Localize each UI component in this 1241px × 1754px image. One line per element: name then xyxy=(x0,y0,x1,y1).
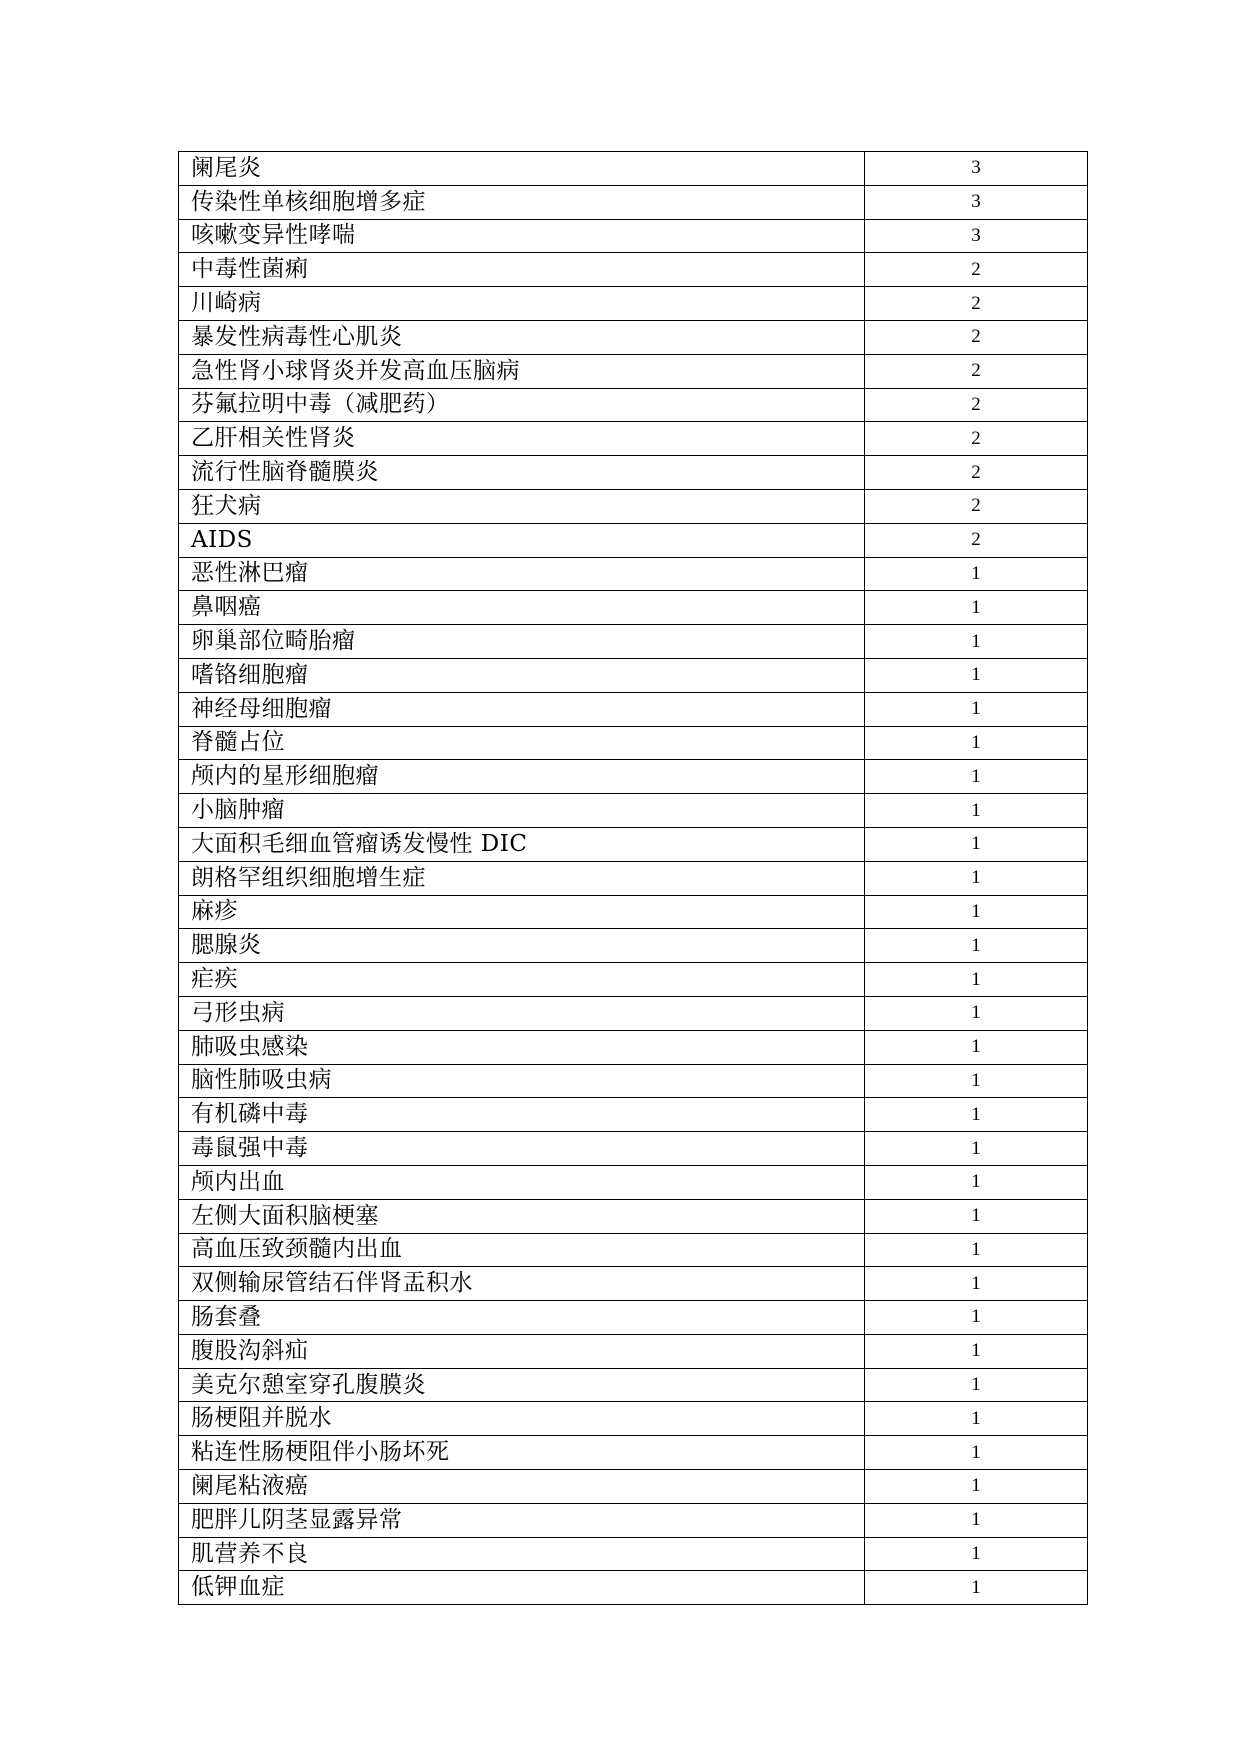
case-count-cell: 1 xyxy=(865,794,1088,828)
table-row xyxy=(179,152,1088,186)
case-count-cell: 1 xyxy=(865,726,1088,760)
case-count-cell: 1 xyxy=(865,1165,1088,1199)
disease-name-cell: 小脑肿瘤 xyxy=(179,794,865,828)
table-row xyxy=(179,489,1088,523)
disease-name-cell: 鼻咽癌 xyxy=(179,591,865,625)
case-count-cell: 1 xyxy=(865,1470,1088,1504)
table-row xyxy=(179,253,1088,287)
table-row xyxy=(179,354,1088,388)
table-row xyxy=(179,1233,1088,1267)
disease-name-cell: 中毒性菌痢 xyxy=(179,253,865,287)
disease-name-cell: 神经母细胞瘤 xyxy=(179,692,865,726)
table-row xyxy=(179,523,1088,557)
table-row xyxy=(179,1165,1088,1199)
case-count-cell: 1 xyxy=(865,1030,1088,1064)
disease-name-cell: AIDS xyxy=(179,523,865,557)
table-row xyxy=(179,827,1088,861)
table-row xyxy=(179,1199,1088,1233)
case-count-cell: 1 xyxy=(865,1402,1088,1436)
disease-name-cell: 粘连性肠梗阻伴小肠坏死 xyxy=(179,1436,865,1470)
table-row xyxy=(179,1334,1088,1368)
case-count-cell: 1 xyxy=(865,1503,1088,1537)
case-count-cell: 1 xyxy=(865,1368,1088,1402)
table-row xyxy=(179,794,1088,828)
case-count-cell: 1 xyxy=(865,658,1088,692)
table-row xyxy=(179,1030,1088,1064)
table-row xyxy=(179,557,1088,591)
disease-name-cell: 疟疾 xyxy=(179,963,865,997)
case-count-cell: 1 xyxy=(865,557,1088,591)
case-count-cell: 1 xyxy=(865,1436,1088,1470)
disease-name-cell: 低钾血症 xyxy=(179,1571,865,1605)
table-row xyxy=(179,1132,1088,1166)
disease-name-cell: 阑尾炎 xyxy=(179,152,865,186)
case-count-cell: 1 xyxy=(865,1301,1088,1335)
disease-name-cell: 左侧大面积脑梗塞 xyxy=(179,1199,865,1233)
case-count-cell: 1 xyxy=(865,625,1088,659)
table-row xyxy=(179,456,1088,490)
table-row xyxy=(179,185,1088,219)
table-row xyxy=(179,996,1088,1030)
disease-name-cell: 恶性淋巴瘤 xyxy=(179,557,865,591)
case-count-cell: 1 xyxy=(865,1267,1088,1301)
disease-name-cell: 暴发性病毒性心肌炎 xyxy=(179,320,865,354)
table-row xyxy=(179,861,1088,895)
table-row xyxy=(179,1267,1088,1301)
case-count-cell: 1 xyxy=(865,1132,1088,1166)
case-count-cell: 2 xyxy=(865,253,1088,287)
case-count-cell: 1 xyxy=(865,1334,1088,1368)
disease-name-cell: 肠梗阻并脱水 xyxy=(179,1402,865,1436)
case-count-cell: 2 xyxy=(865,489,1088,523)
disease-name-cell: 脊髓占位 xyxy=(179,726,865,760)
case-count-cell: 1 xyxy=(865,1199,1088,1233)
table-row xyxy=(179,963,1088,997)
table-row xyxy=(179,287,1088,321)
disease-name-cell: 美克尔憩室穿孔腹膜炎 xyxy=(179,1368,865,1402)
case-count-cell: 1 xyxy=(865,1064,1088,1098)
table-row xyxy=(179,760,1088,794)
case-count-cell: 2 xyxy=(865,422,1088,456)
table-row xyxy=(179,1402,1088,1436)
table-row xyxy=(179,1301,1088,1335)
table-row xyxy=(179,422,1088,456)
table-row xyxy=(179,1436,1088,1470)
disease-name-cell: 狂犬病 xyxy=(179,489,865,523)
case-count-cell: 2 xyxy=(865,388,1088,422)
disease-name-cell: 川崎病 xyxy=(179,287,865,321)
disease-name-cell: 颅内出血 xyxy=(179,1165,865,1199)
table-row xyxy=(179,1064,1088,1098)
disease-name-cell: 肠套叠 xyxy=(179,1301,865,1335)
disease-name-cell: 腮腺炎 xyxy=(179,929,865,963)
disease-name-cell: 脑性肺吸虫病 xyxy=(179,1064,865,1098)
disease-name-cell: 芬氟拉明中毒（减肥药） xyxy=(179,388,865,422)
table-body xyxy=(179,152,1088,1605)
case-count-cell: 1 xyxy=(865,1537,1088,1571)
table-row xyxy=(179,726,1088,760)
table-row xyxy=(179,1470,1088,1504)
disease-name-cell: 腹股沟斜疝 xyxy=(179,1334,865,1368)
case-count-cell: 1 xyxy=(865,996,1088,1030)
table-row xyxy=(179,895,1088,929)
table-row xyxy=(179,1503,1088,1537)
case-count-cell: 1 xyxy=(865,760,1088,794)
table-row xyxy=(179,591,1088,625)
disease-name-cell: 急性肾小球肾炎并发高血压脑病 xyxy=(179,354,865,388)
table-row xyxy=(179,219,1088,253)
case-count-cell: 1 xyxy=(865,1098,1088,1132)
case-count-cell: 1 xyxy=(865,861,1088,895)
disease-name-cell: 大面积毛细血管瘤诱发慢性 DIC xyxy=(179,827,865,861)
disease-name-cell: 肌营养不良 xyxy=(179,1537,865,1571)
case-count-cell: 2 xyxy=(865,320,1088,354)
case-count-cell: 2 xyxy=(865,523,1088,557)
case-count-cell: 1 xyxy=(865,895,1088,929)
table-row xyxy=(179,1368,1088,1402)
table-row xyxy=(179,1537,1088,1571)
case-count-cell: 3 xyxy=(865,185,1088,219)
disease-name-cell: 流行性脑脊髓膜炎 xyxy=(179,456,865,490)
case-count-cell: 1 xyxy=(865,1571,1088,1605)
disease-count-table xyxy=(178,151,1088,1605)
disease-name-cell: 毒鼠强中毒 xyxy=(179,1132,865,1166)
disease-name-cell: 朗格罕组织细胞增生症 xyxy=(179,861,865,895)
disease-name-cell: 咳嗽变异性哮喘 xyxy=(179,219,865,253)
table-row xyxy=(179,625,1088,659)
table-row xyxy=(179,1098,1088,1132)
case-count-cell: 1 xyxy=(865,929,1088,963)
table-row xyxy=(179,1571,1088,1605)
case-count-cell: 1 xyxy=(865,591,1088,625)
disease-name-cell: 双侧输尿管结石伴肾盂积水 xyxy=(179,1267,865,1301)
case-count-cell: 1 xyxy=(865,963,1088,997)
table-row xyxy=(179,692,1088,726)
table-row xyxy=(179,929,1088,963)
disease-name-cell: 传染性单核细胞增多症 xyxy=(179,185,865,219)
disease-name-cell: 麻疹 xyxy=(179,895,865,929)
disease-name-cell: 肺吸虫感染 xyxy=(179,1030,865,1064)
disease-name-cell: 乙肝相关性肾炎 xyxy=(179,422,865,456)
disease-name-cell: 有机磷中毒 xyxy=(179,1098,865,1132)
disease-name-cell: 嗜铬细胞瘤 xyxy=(179,658,865,692)
case-count-cell: 2 xyxy=(865,287,1088,321)
case-count-cell: 3 xyxy=(865,219,1088,253)
disease-name-cell: 高血压致颈髓内出血 xyxy=(179,1233,865,1267)
case-count-cell: 1 xyxy=(865,1233,1088,1267)
table-row xyxy=(179,658,1088,692)
disease-name-cell: 肥胖儿阴茎显露异常 xyxy=(179,1503,865,1537)
table-row xyxy=(179,388,1088,422)
disease-name-cell: 颅内的星形细胞瘤 xyxy=(179,760,865,794)
case-count-cell: 1 xyxy=(865,692,1088,726)
case-count-cell: 3 xyxy=(865,152,1088,186)
disease-name-cell: 卵巢部位畸胎瘤 xyxy=(179,625,865,659)
disease-name-cell: 弓形虫病 xyxy=(179,996,865,1030)
disease-name-cell: 阑尾粘液癌 xyxy=(179,1470,865,1504)
case-count-cell: 2 xyxy=(865,456,1088,490)
table-row xyxy=(179,320,1088,354)
case-count-cell: 1 xyxy=(865,827,1088,861)
case-count-cell: 2 xyxy=(865,354,1088,388)
